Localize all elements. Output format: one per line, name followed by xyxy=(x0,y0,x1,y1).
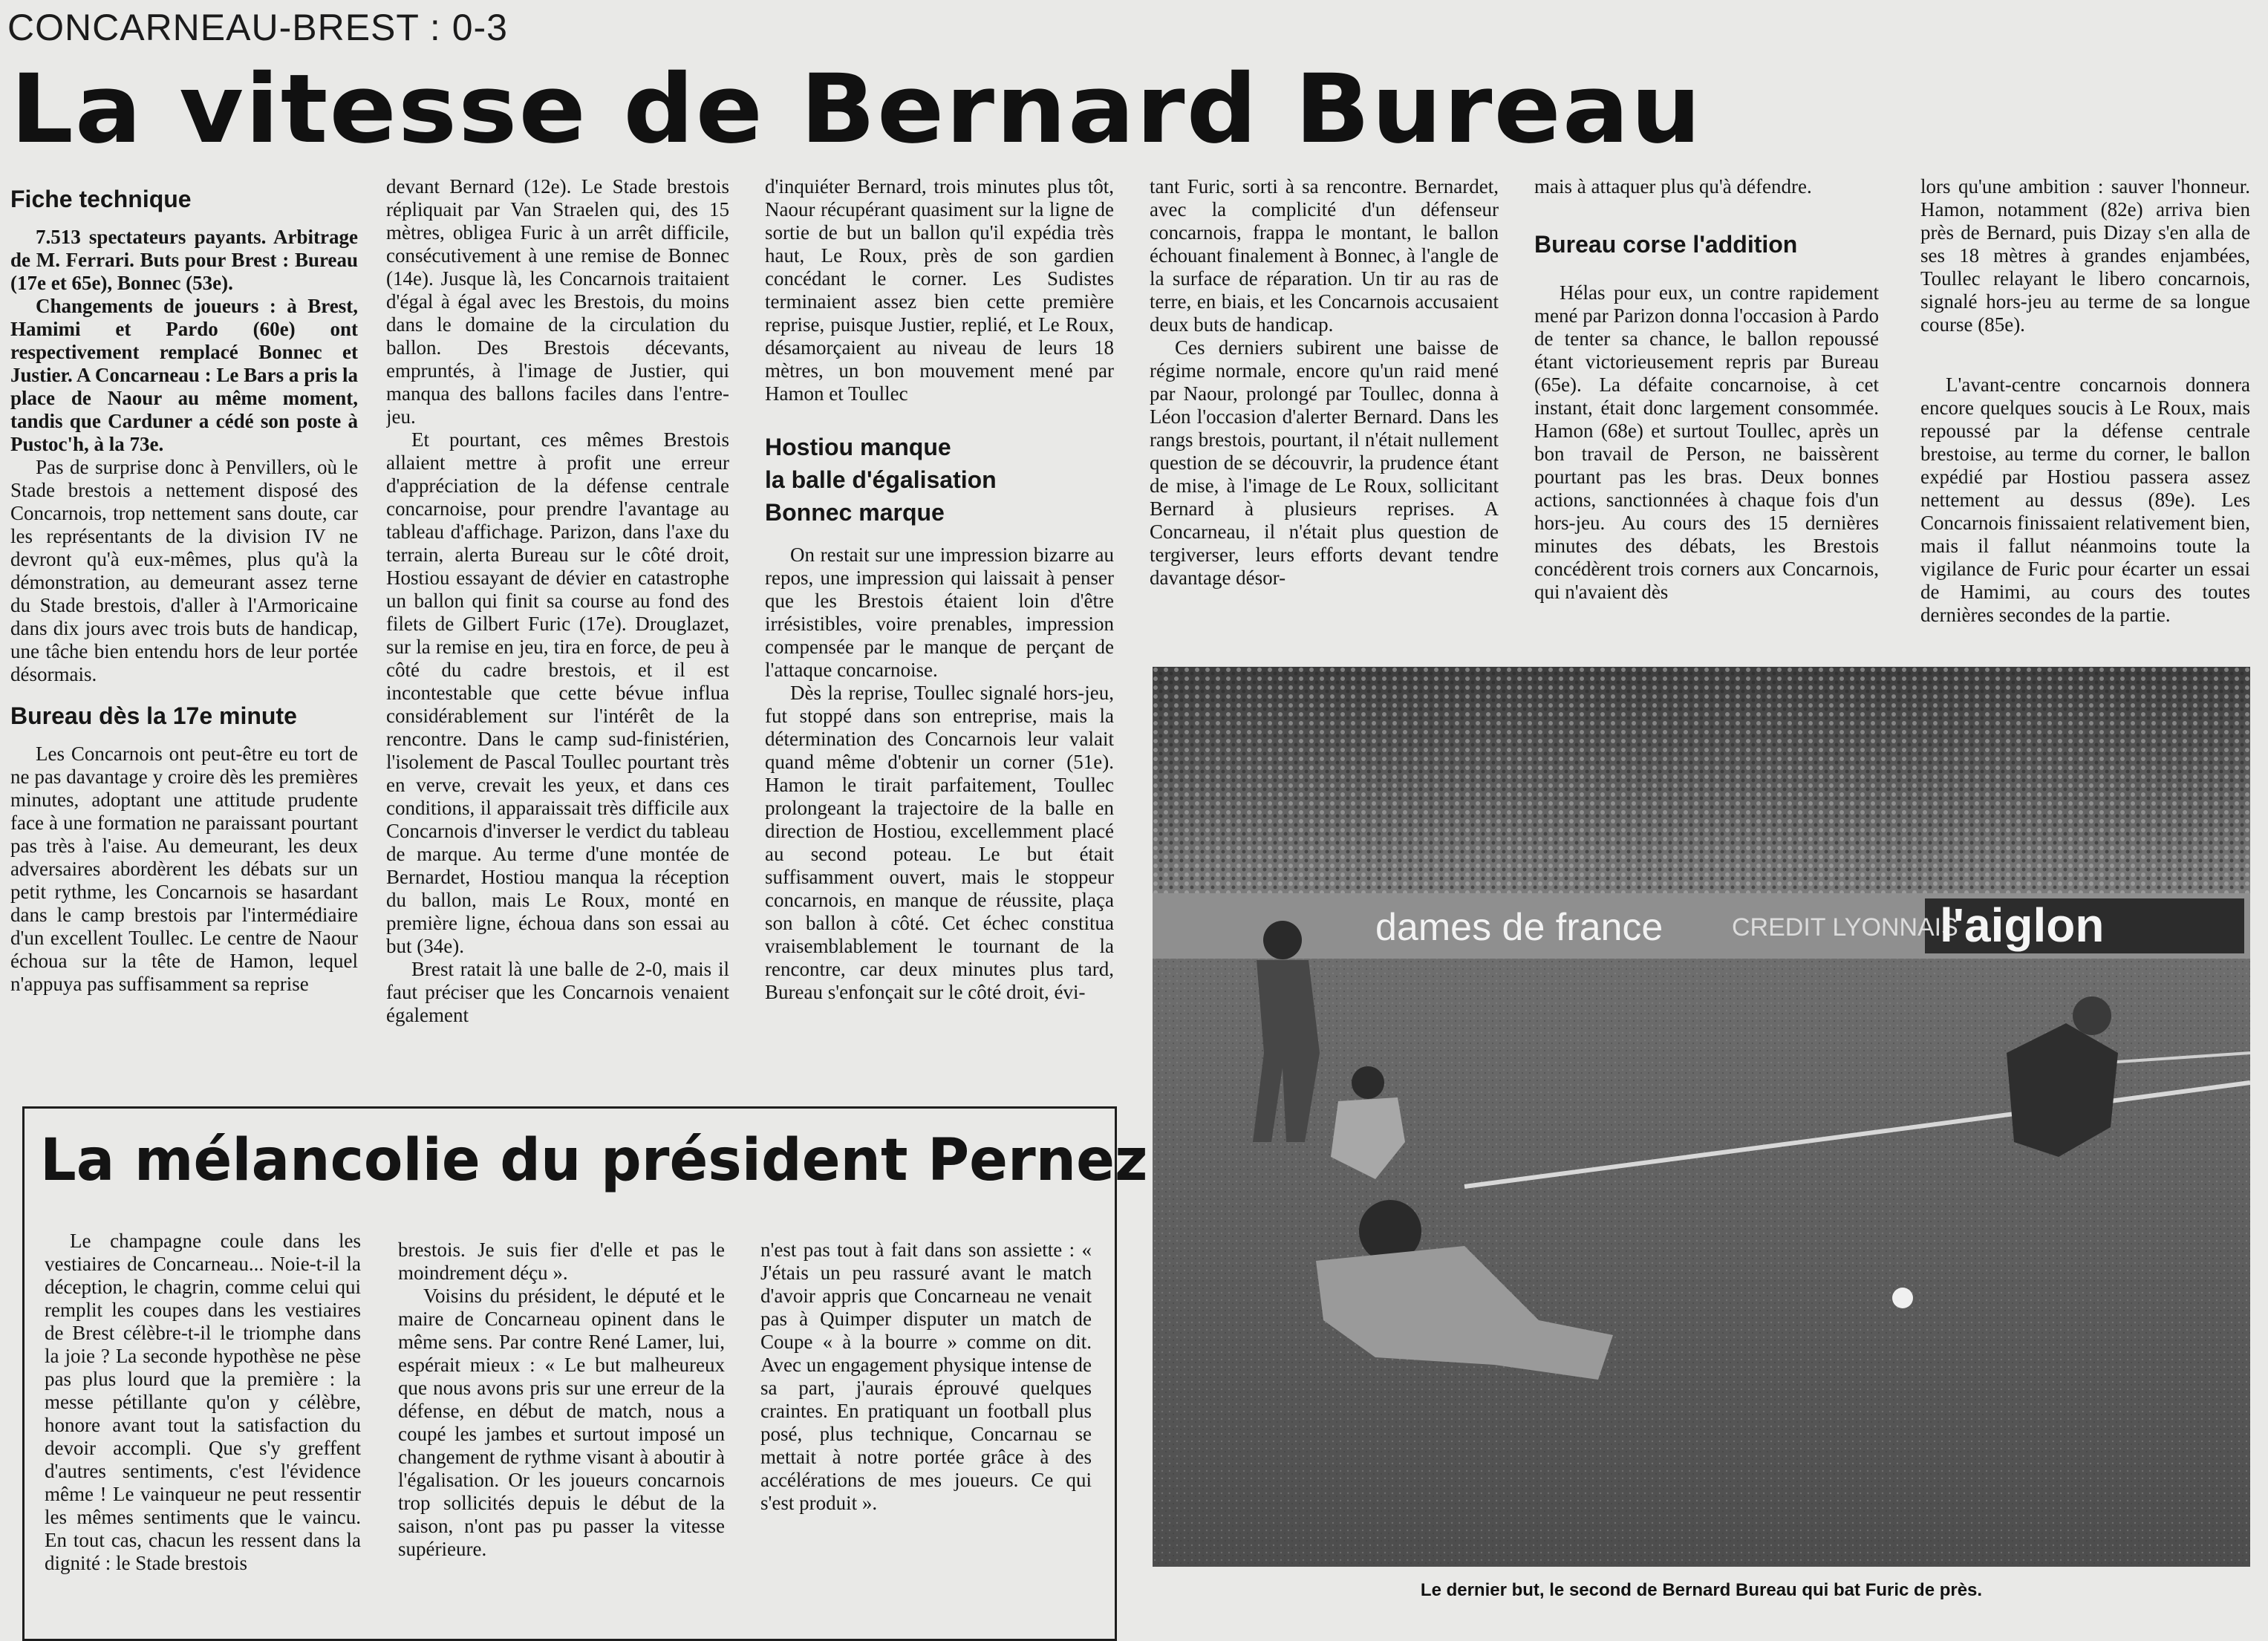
body-paragraph: devant Bernard (12e). Le Stade brestois répliquait par Van Straelen qui, des 15 mètres, obligea Furic à un arrêt difficile, consécutivement à une remise de Bonnec (14e). Jusque là, les Concarnois traitaient d'égal à égal avec les Brestois, du moins dans le domaine de la circulation du ballon. Des Brestois décevants, empruntés, à l'image de Justier, qui manqua des ballons faciles dans l'entre-jeu. xyxy=(386,175,729,428)
subheading-line: la balle d'égalisation xyxy=(765,466,997,493)
player-head xyxy=(2073,996,2111,1035)
sidebar-title: La mélancolie du président Pernez xyxy=(40,1127,1148,1194)
article-column-5 xyxy=(1534,175,1879,650)
match-photo xyxy=(1153,667,2250,1567)
body-paragraph: Pas de surprise donc à Penvillers, où le Stade brestois a nettement disposé des Concarnois, trop nettement sans doute, car les représentants de la division IV ne devront qu'à eux-mêmes, plus qu'à la démonstration, au demeurant assez terne du Stade brestois, d'aller à l'Armoricaine dans dix jours avec trois buts de handicap, une tâche bien entendu hors de leur portée désormais. xyxy=(10,456,358,685)
sidebar-column-2 xyxy=(398,1239,725,1616)
article-column-4 xyxy=(1150,175,1499,650)
article-headline: La vitesse de Bernard Bureau xyxy=(10,54,1703,165)
body-paragraph: Les Concarnois ont peut-être eu tort de ne pas davantage y croire dès les premières minutes, adoptant une attitude prudente face à une formation ne paraissant pourtant pas très à l'aise. Au demeurant, les deux adversaires abordèrent les débats sur un petit rythme, les Concarnois se hasardant dans le camp brestois par l'intermédiaire d'un excellent Toullec. Le centre de Naour échoua sur la tête de Hamon, lequel n'appuya pas suffisamment sa reprise xyxy=(10,743,358,995)
subheading: Bureau dès la 17e minute xyxy=(10,702,297,729)
ad-banner-laiglon: l'aiglon xyxy=(1940,898,2105,952)
ad-banner-dames-de-france: dames de france xyxy=(1375,906,1663,949)
article-column-6 xyxy=(1920,175,2250,650)
article-kicker: CONCARNEAU-BREST : 0-3 xyxy=(7,7,508,48)
lead-paragraph: Changements de joueurs : à Brest, Hamimi et Pardo (60e) ont respectivement remplacé Bonnec et Justier. A Concarneau : Le Bars a pris la place de Naour au même moment, tandis que Carduner a cédé son poste à Pustoc'h, à la 73e. xyxy=(10,295,358,455)
body-paragraph: Et pourtant, ces mêmes Brestois allaient mettre à profit une erreur d'appréciation de la défense centrale concarnoise, pour prendre l'avantage au tableau d'affichage. Parizon, dans l'axe du terrain, alerta Bureau sur le côté droit, Hostiou essayant de dévier en catastrophe un ballon qui finit sa course au fond des filets de Gilbert Furic (17e). Drouglazet, sur la remise en jeu, tira en force, de peu à côté du cadre brestois, et il est incontestable que cette bévue influa considérablement sur l'intérêt de la rencontre. Dans le camp sud-finistérien, l'isolement de Pascal Toullec pourtant très en verve, crevait les yeux, et dans ces conditions, il apparaissait très difficile aux Concarnois d'inverser le verdict du tableau de marque. Au terme d'une montée de Bernardet, Hostiou manqua la réception du ballon, mais Le Roux, monté en première ligne, échoua dans son essai au but (34e). xyxy=(386,428,729,957)
subheading xyxy=(765,431,1114,529)
body-paragraph: lors qu'une ambition : sauver l'honneur. Hamon, notamment (82e) arriva bien près de Bernard, puis Dizay s'en alla de ses 18 mètres à grandes enjambées, Toullec relayant le libero concarnois, signalé hors-jeu au terme de sa longue course (85e). xyxy=(1920,175,2250,336)
photo-caption: Le dernier but, le second de Bernard Bureau qui bat Furic de près. xyxy=(1420,1580,1983,1600)
body-paragraph: On restait sur une impression bizarre au repos, une impression qui laissait à penser que les Brestois étaient loin d'être irrésistibles, voire prenables, impression compensée par le manque de perçant de l'attaque concarnoise. xyxy=(765,544,1114,681)
body-paragraph: L'avant-centre concarnois donnera encore quelques soucis à Le Roux, mais repoussé par la défense centrale brestoise, au terme du corner, le ballon expédié par Hostiou passera assez nettement au dessus (89e). Les Concarnois finissaient relativement bien, mais il fallut néanmoins toute la vigilance de Furic pour écarter un essai de Hamimi, au cours des toutes dernières secondes de la partie. xyxy=(1920,373,2250,626)
body-paragraph: Brest ratait là une balle de 2-0, mais il faut préciser que les Concarnois venaient également xyxy=(386,958,729,1026)
player-head xyxy=(1352,1066,1384,1099)
subheading-line: Hostiou manque xyxy=(765,434,951,460)
body-paragraph: Voisins du président, le député et le maire de Concarneau opinent dans le même sens. Par contre René Lamer, lui, espérait mieux : « Le but malheureux que nous avons pris sur une erreur de la défense, en début de match, nous a coupé les jambes et surtout imposé un changement de rythme visant à aboutir à l'égalisation. Or les joueurs concarnois trop sollicités depuis le début de la saison, n'ont pas pu passer la vitesse supérieure. xyxy=(398,1285,725,1560)
body-paragraph: mais à attaquer plus qu'à défendre. xyxy=(1534,175,1812,198)
body-paragraph: Ces derniers subirent une baisse de régime normale, encore qu'un raid mené par Naour, prolongé par Toullec, donna à Léon l'occasion d'alerter Bernard. Dans les rangs brestois, pourtant, il n'était nullement question de se découvrir, la prudence étant de mise, à l'image de Le Roux, sollicitant Bernard à plusieurs reprises. A Concarneau, il n'était plus question de tergiverser, leurs efforts devant tendre davantage désor- xyxy=(1150,336,1499,589)
lead-paragraph: 7.513 spectateurs payants. Arbitrage de M. Ferrari. Buts pour Brest : Bureau (17e et 65e), Bonnec (53e). xyxy=(10,226,358,294)
article-column-1 xyxy=(10,183,358,1089)
subheading-line: Bonnec marque xyxy=(765,499,945,526)
body-paragraph: n'est pas tout à fait dans son assiette : « J'étais un peu rassuré avant le match d'avoir appris que Concarneau ne venait pas à Quimper disputer un match de Coupe « à la bourre » comme on dit. Avec un engagement physique intense de sa part, j'aurais éprouvé quelques craintes. En pratiquant un football plus posé, plus technique, Concarnau se mettait à notre portée grâce à des accélérations de mes joueurs. Ce qui s'est produit ». xyxy=(760,1239,1092,1514)
ball xyxy=(1892,1288,1913,1308)
fiche-technique-heading: Fiche technique xyxy=(10,186,192,212)
match-photo-illustration xyxy=(1153,667,2250,1567)
body-paragraph: Dès la reprise, Toullec signalé hors-jeu, fut stoppé dans son entreprise, mais la détermination des Concarnois leur valait quand même d'obtenir un corner (51e). Hamon le tirait parfaitement, Toullec prolongeant la trajectoire de la balle en direction de Hostiou, excellemment placé au second poteau. Le but était suffisamment ouvert, mais le stoppeur concarnois, en manque de réussite, plaça son ballon à côté. Cet échec constitua vraisemblablement le tournant de la rencontre, car deux minutes plus tard, Bureau s'enfonçait sur le côté droit, évi- xyxy=(765,682,1114,1003)
article-column-3 xyxy=(765,175,1114,1103)
body-paragraph: brestois. Je suis fier d'elle et pas le moindrement déçu ». xyxy=(398,1239,725,1284)
ad-banner-credit-lyonnais: CREDIT LYONNAIS xyxy=(1732,913,1958,942)
body-paragraph: d'inquiéter Bernard, trois minutes plus tôt, Naour récupérant quasiment sur la ligne de sortie de but un ballon qu'il expédia très haut, Le Roux, près de son gardien concédant le corner. Les Sudistes terminaient assez bien cette première reprise, puisque Justier, replié, et Le Roux, désamorçaient au niveau de leurs 18 mètres, un bon mouvement mené par Hamon et Toullec xyxy=(765,175,1114,405)
body-paragraph: Le champagne coule dans les vestiaires de Concarneau... Noie-t-il la déception, le chagrin, comme celui qui remplit les coupes dans les vestiaires de Brest célèbre-t-il le triomphe dans la joie ? La seconde hypothèse ne pèse pas plus lourd que la première : la messe pétillante qu'on y célèbre, honore avant tout la satisfaction du devoir accompli. Que s'y greffent d'autres sentiments, c'est l'évidence même ! Le vainqueur ne peut ressentir les mêmes sentiments que le vaincu. En tout cas, chacun les ressent dans la dignité : le Stade brestois xyxy=(45,1230,361,1574)
subheading: Bureau corse l'addition xyxy=(1534,231,1798,258)
sidebar-column-3 xyxy=(760,1239,1092,1616)
article-column-2 xyxy=(386,175,729,1089)
body-paragraph: Hélas pour eux, un contre rapidement mené par Parizon donna l'occasion à Pardo de tenter sa chance, le ballon repoussé étant victorieusement repris par Bureau (65e). La défaite concarnoise, à cet instant, était donc largement consommée. Hamon (68e) et surtout Toullec, après un bon travail de Person, ne baissèrent pourtant pas les bras. Deux bonnes actions, sanctionnées à chaque fois d'un hors-jeu. Au cours des 15 dernières minutes des débats, les Brestois concédèrent trois corners aux Concarnois, qui n'avaient dès xyxy=(1534,281,1879,603)
body-paragraph: tant Furic, sorti à sa rencontre. Bernardet, avec la complicité d'un défenseur concarnois, frappa le montant, le ballon échouant finalement à Bonnec, à l'angle de la surface de réparation. Un tir au ras de terre, en biais, et les Concarnois accusaient deux buts de handicap. xyxy=(1150,175,1499,336)
player-head xyxy=(1263,921,1302,959)
sidebar-column-1 xyxy=(45,1230,361,1616)
